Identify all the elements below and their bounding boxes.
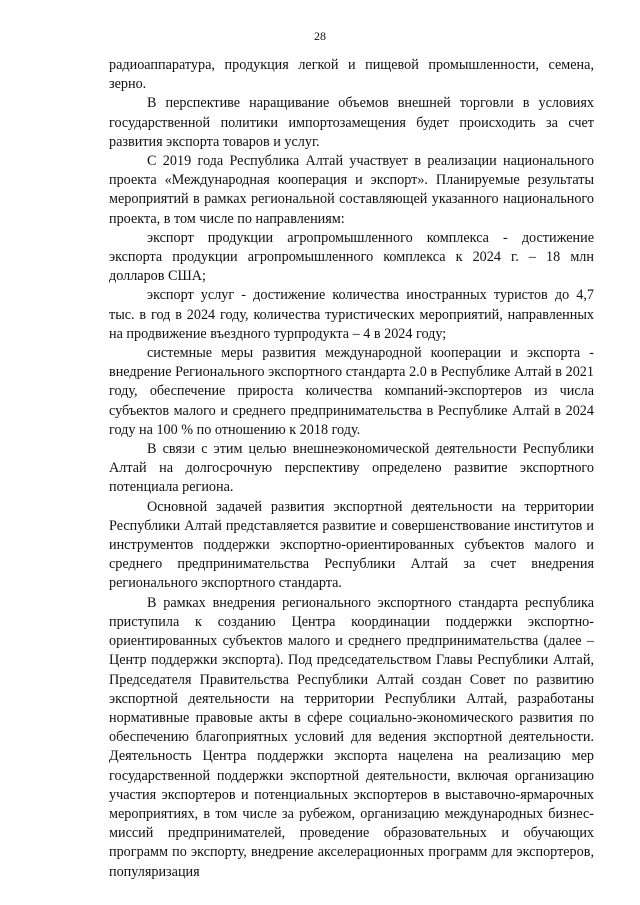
- paragraph: В связи с этим целью внешнеэкономической деятельности Республики Алтай на долгосрочную перспективу определено развитие экспортного потенциала региона.: [109, 441, 594, 496]
- paragraph: системные меры развития международной кооперации и экспорта - внедрение Регионального экспортного стандарта 2.0 в Республике Алтай в 2021 году, обеспечение прироста количества компаний-экспортеров из числа субъектов малого и среднего предпринимательства в Республике Алтай в 2024 году на 100 % по отношению к 2018 году.: [109, 345, 594, 438]
- paragraph: В перспективе наращивание объемов внешней торговли в условиях государственной политики импортозамещения будет происходить за счет развития экспорта товаров и услуг.: [109, 95, 594, 150]
- body-text: [109, 56, 594, 882]
- paragraph-continuation: радиоаппаратура, продукция легкой и пищевой промышленности, семена, зерно.: [109, 57, 594, 93]
- page-number: 28: [314, 29, 326, 43]
- paragraph: экспорт продукции агропромышленного комплекса - достижение экспорта продукции агропромышленного комплекса к 2024 г. – 18 млн долларов США;: [109, 229, 594, 285]
- paragraph: экспорт услуг - достижение количества иностранных туристов до 4,7 тыс. в год в 2024 году, количества туристических мероприятий, направленных на продвижение въездного турпродукта – 4 в 2024 году;: [109, 287, 594, 342]
- paragraph: С 2019 года Республика Алтай участвует в реализации национального проекта «Международная кооперация и экспорт». Планируемые результаты мероприятий в рамках региональной составляющей указанного национального проекта, в том числе по направлениям:: [109, 153, 594, 227]
- paragraph: Основной задачей развития экспортной деятельности на территории Республики Алтай представляется развитие и совершенствование институтов и инструментов поддержки экспортно-ориентированных субъектов малого и среднего предпринимательства Республики Алтай за счет внедрения регионального экспортного стандарта.: [109, 498, 594, 592]
- paragraph: В рамках внедрения регионального экспортного стандарта республика приступила к созданию Центра координации поддержки экспортно-ориентированных субъектов малого и среднего предпринимательства (далее – Центр поддержки экспорта). Под председательством Главы Республики Алтай, Председателя Правительства Республики Алтай создан Совет по развитию экспортной деятельности на территории Республики Алтай, разработаны нормативные правовые акты в сфере социально-экономического развития по обеспечению благоприятных условий для ведения экспортной деятельности. Деятельность Центра поддержки экспорта нацелена на реализацию мер государственной поддержки экспортной деятельности, включая организацию участия экспортеров и потенциальных экспортеров в выставочно-ярмарочных мероприятиях, в том числе за рубежом, организацию международных бизнес-миссий предпринимателей, проведение образовательных и обучающих программ по экспорту, внедрение акселерационных программ для экспортеров, популяризация: [109, 594, 594, 880]
